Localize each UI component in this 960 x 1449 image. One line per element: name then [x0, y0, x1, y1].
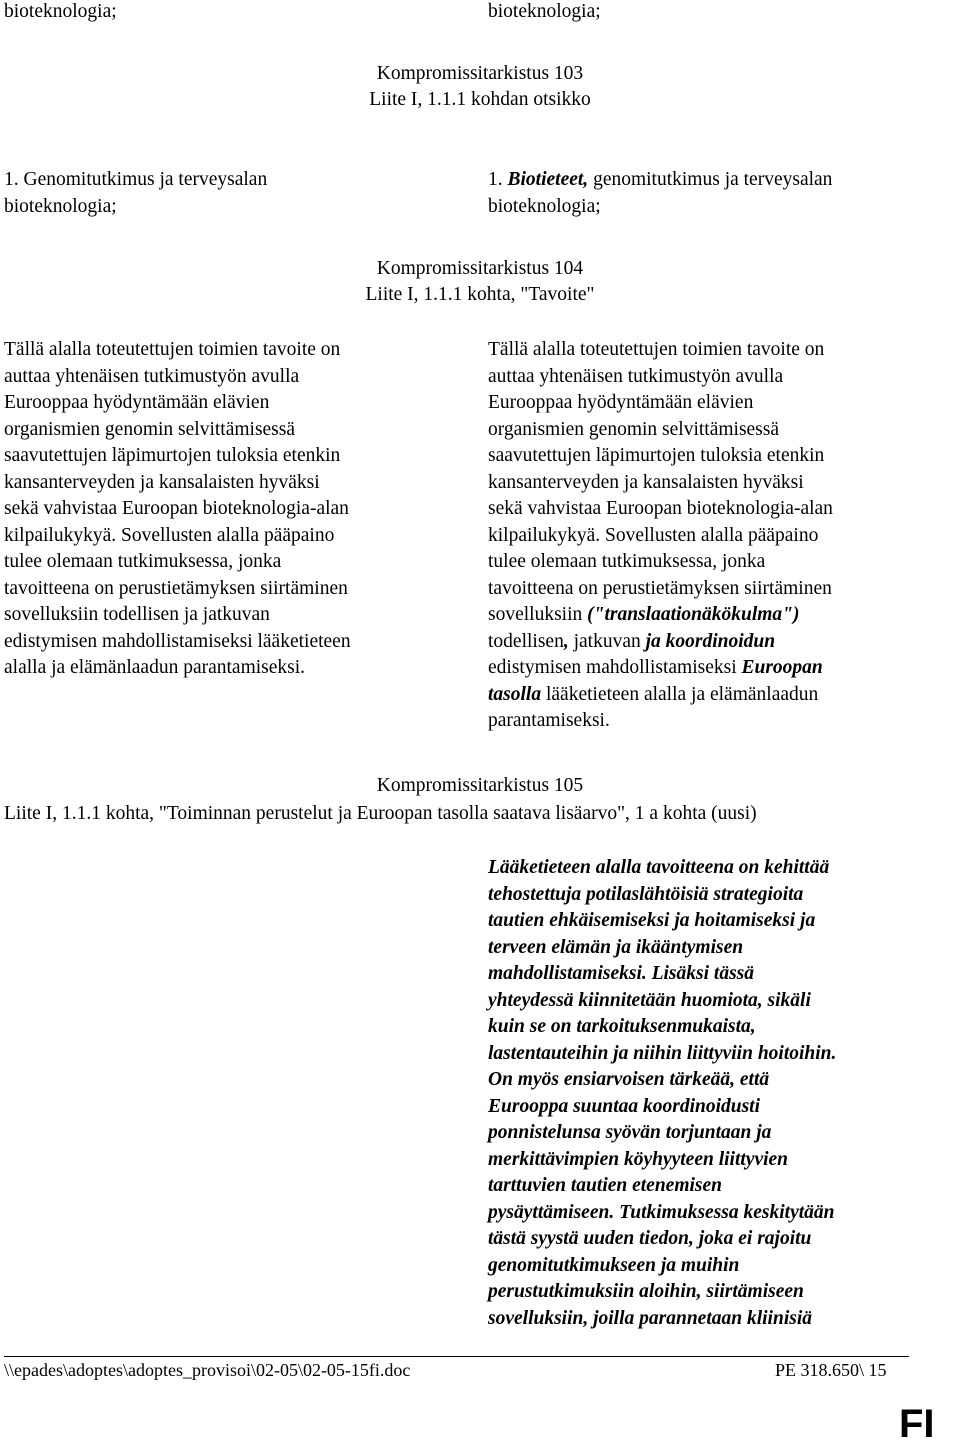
- text-line: kilpailukykyä. Sovellusten alalla pääpaino: [4, 524, 335, 546]
- text-line: saavutettujen läpimurtojen tuloksia etenkin: [488, 445, 825, 466]
- text-line: [488, 602, 948, 629]
- amendment-103-title: Kompromissitarkistus 103: [376, 63, 584, 84]
- text-line: tehostettuja potilaslähtöisiä strategioita: [488, 883, 804, 905]
- text-line: ponnistelunsa syövän torjuntaan ja: [488, 1122, 772, 1143]
- footer-document-reference: PE 318.650\ 15: [775, 1360, 887, 1380]
- right-column-top-text: bioteknologia;: [488, 1, 601, 22]
- text-line: sovelluksiin, joilla parannetaan kliinisiä: [488, 1307, 812, 1329]
- footer-file-path: \\epades\adoptes\adoptes_provisoi\02-05\02-05-15fi.doc: [4, 1360, 411, 1380]
- text-line: tavoitteena on perustietämyksen siirtäminen: [488, 577, 832, 599]
- text-line: genomitutkimukseen ja muihin: [488, 1254, 740, 1276]
- text-line: sovelluksiin todellisen ja jatkuvan: [4, 604, 270, 625]
- added-text: ja koordinoidun: [645, 630, 776, 652]
- text-span: sovelluksiin: [488, 604, 588, 625]
- added-text: ("translaationäkökulma"): [587, 604, 800, 625]
- text-line: On myös ensiarvoisen tärkeää, että: [488, 1069, 770, 1090]
- text-line: Tällä alalla toteutettujen toimien tavoite on: [488, 339, 825, 360]
- text-line: lastentauteihin ja niihin liittyviin hoitoihin.: [488, 1042, 837, 1064]
- heading-text: genomitutkimus ja terveysalan: [588, 169, 833, 190]
- right-heading-line: [488, 167, 948, 194]
- text-line: sekä vahvistaa Euroopan bioteknologia-alan: [4, 498, 349, 519]
- new-text-column: [488, 855, 948, 1332]
- left-heading-line: 1. Genomitutkimus ja terveysalan: [4, 169, 268, 190]
- amendment-103-reference: Liite I, 1.1.1 kohdan otsikko: [369, 89, 591, 110]
- text-line: merkittävimpien köyhyyteen liittyvien: [488, 1148, 789, 1170]
- text-line: auttaa yhtenäisen tutkimustyön avulla: [4, 365, 300, 387]
- text-span: jatkuvan: [568, 630, 646, 652]
- heading-number: 1.: [488, 169, 503, 190]
- text-line: sekä vahvistaa Euroopan bioteknologia-alan: [488, 498, 833, 519]
- right-heading-line: bioteknologia;: [488, 195, 601, 217]
- text-line: Eurooppaa hyödyntämään elävien: [488, 392, 754, 413]
- text-line: parantamiseksi.: [488, 710, 610, 731]
- text-line: Lääketieteen alalla tavoitteena on kehittää: [488, 857, 830, 878]
- text-line: pysäyttämiseen. Tutkimuksessa keskitytään: [488, 1201, 835, 1223]
- text-line: kilpailukykyä. Sovellusten alalla pääpaino: [488, 524, 819, 546]
- amendment-104-title: Kompromissitarkistus 104: [376, 258, 584, 279]
- amendment-105-reference: Liite I, 1.1.1 kohta, "Toiminnan perustelut ja Euroopan tasolla saatava lisäarvo", 1 a kohta (uusi): [4, 803, 757, 824]
- text-line: [488, 629, 948, 656]
- text-line: mahdollistamiseksi. Lisäksi tässä: [488, 963, 755, 984]
- right-heading: [488, 167, 948, 220]
- text-line: tavoitteena on perustietämyksen siirtäminen: [4, 577, 348, 599]
- text-line: [488, 655, 948, 682]
- text-line: kuin se on tarkoituksenmukaista,: [488, 1016, 756, 1037]
- text-line: tarttuvien tautien etenemisen: [488, 1175, 723, 1196]
- text-line: tulee olemaan tutkimuksessa, jonka: [488, 551, 766, 572]
- text-line: edistymisen mahdollistamiseksi lääketieteen: [4, 630, 351, 652]
- text-line: Tällä alalla toteutettujen toimien tavoite on: [4, 339, 341, 360]
- text-line: Eurooppa suuntaa koordinoidusti: [488, 1095, 761, 1117]
- text-line: perustutkimuksiin aloihin, siirtämiseen: [488, 1281, 804, 1302]
- added-text: Euroopan: [741, 657, 823, 678]
- text-line: kansanterveyden ja kansalaisten hyväksi: [4, 471, 320, 493]
- left-column-top-text: bioteknologia;: [4, 1, 117, 22]
- left-heading: [4, 167, 464, 220]
- amendment-104-reference: Liite I, 1.1.1 kohta, "Tavoite": [365, 284, 595, 305]
- text-line: organismien genomin selvittämisessä: [488, 418, 780, 440]
- text-line: terveen elämän ja ikääntymisen: [488, 936, 744, 958]
- text-line: tästä syystä uuden tiedon, joka ei rajoitu: [488, 1228, 812, 1249]
- amended-text-column: [488, 337, 948, 735]
- added-text: ,: [563, 630, 569, 652]
- left-heading-line: bioteknologia;: [4, 195, 117, 217]
- original-text-column: [4, 337, 464, 682]
- text-span: todellisen: [488, 630, 564, 652]
- text-line: Eurooppaa hyödyntämään elävien: [4, 392, 270, 413]
- text-line: saavutettujen läpimurtojen tuloksia etenkin: [4, 445, 341, 466]
- text-line: yhteydessä kiinnitetään huomiota, sikäli: [488, 989, 811, 1011]
- text-line: alalla ja elämänlaadun parantamiseksi.: [4, 657, 306, 678]
- text-line: kansanterveyden ja kansalaisten hyväksi: [488, 471, 804, 493]
- text-span: edistymisen mahdollistamiseksi: [488, 657, 742, 678]
- added-text: Biotieteet,: [507, 169, 589, 190]
- text-span: lääketieteen alalla ja elämänlaadun: [541, 683, 819, 705]
- text-line: [488, 682, 948, 709]
- text-line: auttaa yhtenäisen tutkimustyön avulla: [488, 365, 784, 387]
- language-mark: FI: [899, 1402, 935, 1446]
- amendment-105-title: Kompromissitarkistus 105: [376, 775, 584, 796]
- text-line: tulee olemaan tutkimuksessa, jonka: [4, 551, 282, 572]
- added-text: tasolla: [488, 683, 542, 705]
- text-line: tautien ehkäisemiseksi ja hoitamiseksi ja: [488, 910, 816, 931]
- text-line: organismien genomin selvittämisessä: [4, 418, 296, 440]
